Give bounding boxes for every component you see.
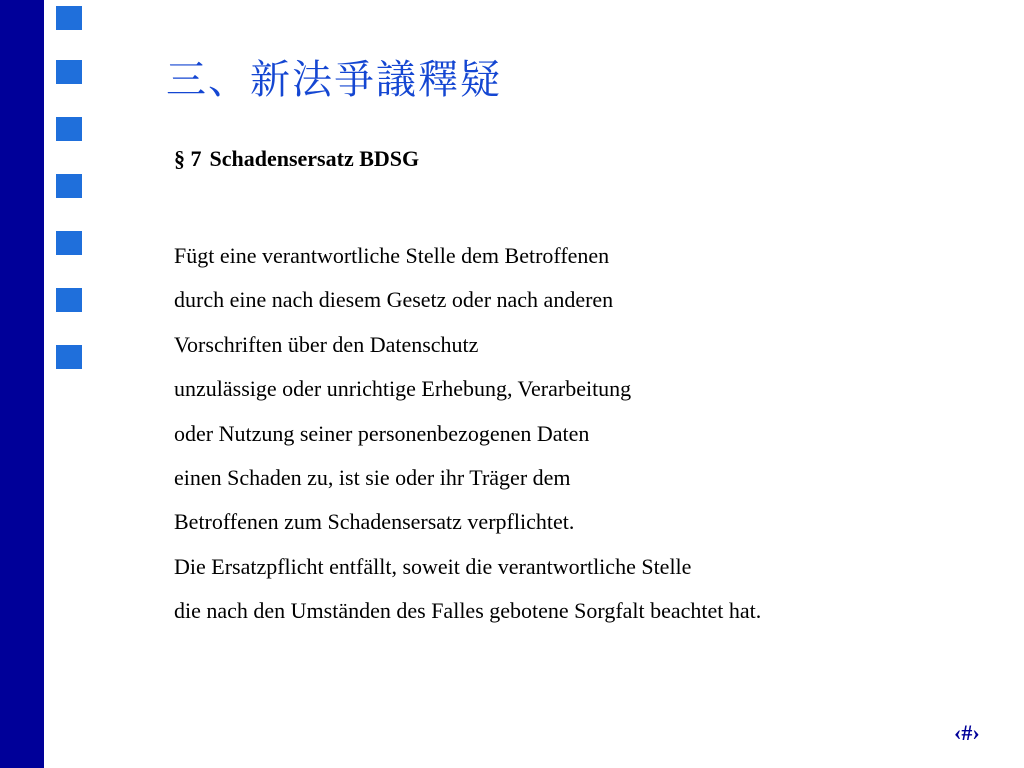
text-line: unzulässige oder unrichtige Erhebung, Verarbeitung	[174, 376, 632, 402]
text-line: Fügt eine verantwortliche Stelle dem Betroffenen	[174, 243, 610, 268]
decorative-square	[56, 117, 82, 141]
decorative-square	[56, 288, 82, 312]
decorative-square	[56, 345, 82, 369]
decorative-square	[56, 6, 82, 30]
text-line: einen Schaden zu, ist sie oder ihr Träger dem	[174, 464, 571, 490]
section-number: § 7	[174, 146, 202, 171]
text-line: die nach den Umständen des Falles gebotene Sorgfalt beachtet hat.	[174, 598, 762, 624]
statute-text	[174, 234, 761, 634]
decorative-square	[56, 231, 82, 255]
text-line: Die Ersatzpflicht entfällt, soweit die verantwortliche Stelle	[174, 553, 692, 579]
decorative-square	[56, 174, 82, 198]
section-title: Schadensersatz BDSG	[209, 146, 420, 171]
decorative-square	[56, 60, 82, 84]
left-accent-bar	[0, 0, 44, 768]
text-line: Betroffenen zum Schadensersatz verpflichtet.	[174, 509, 575, 535]
decorative-squares	[56, 0, 82, 768]
text-line: oder Nutzung seiner personenbezogenen Daten	[174, 420, 590, 446]
section-heading	[174, 146, 419, 172]
text-line: durch eine nach diesem Gesetz oder nach anderen	[174, 287, 614, 313]
text-line: Vorschriften über den Datenschutz	[174, 331, 479, 357]
page-number: ‹#›	[954, 720, 980, 745]
slide-title: 三、新法爭議釋疑	[166, 57, 502, 103]
